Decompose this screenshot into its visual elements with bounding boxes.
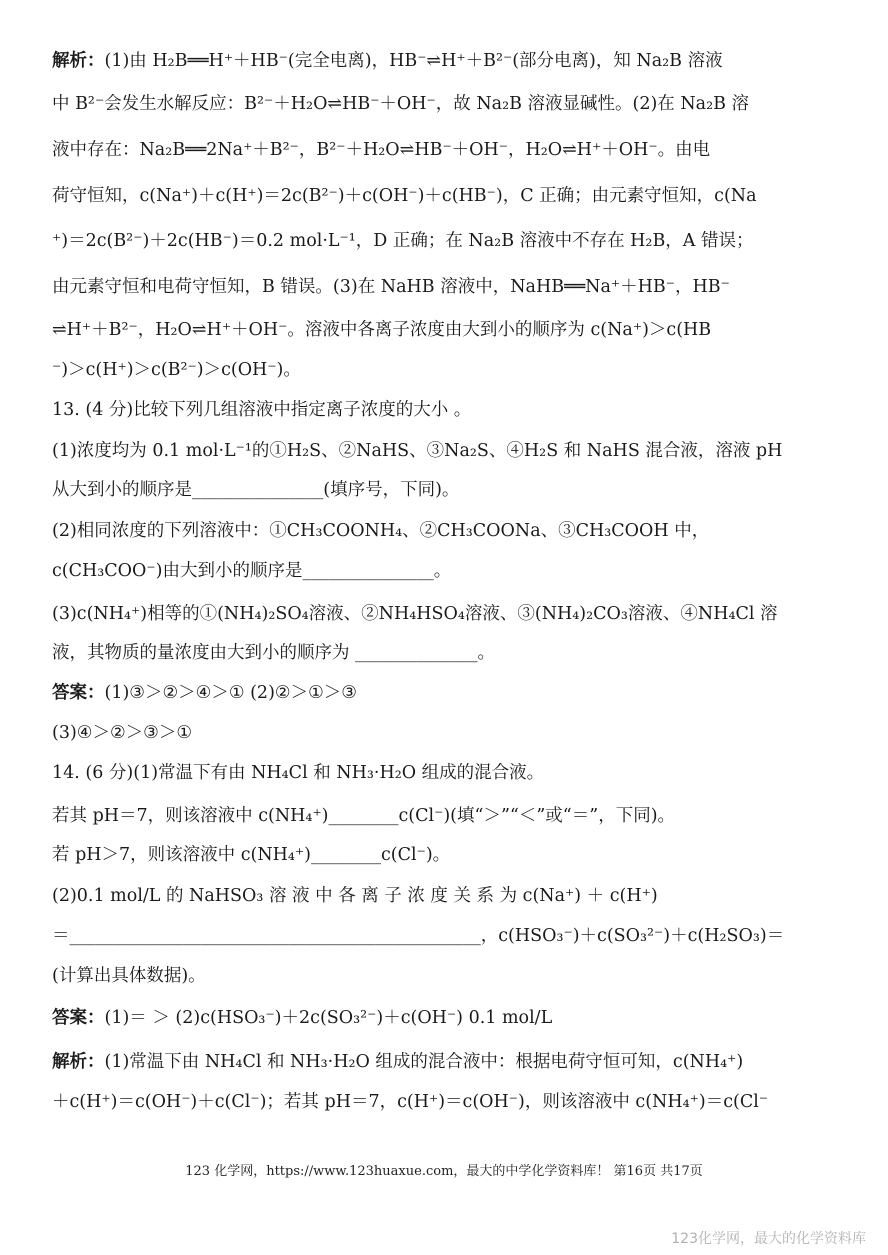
text-line: 若 pH＞7，则该溶液中 c(NH₄⁺)________c(Cl⁻)。 bbox=[52, 845, 451, 865]
text-line: ⁺)＝2c(B²⁻)＋2c(HB⁻)＝0.2 mol·L⁻¹，D 正确；在 Na₂B 溶液中不存在 H₂B，A 错误； bbox=[52, 231, 754, 251]
text-line: c(CH₃COO⁻)由大到小的顺序是_______________。 bbox=[52, 561, 452, 581]
text-line: 液，其物质的量浓度由大到小的顺序为 ______________。 bbox=[52, 643, 496, 663]
text-line: ＋c(H⁺)＝c(OH⁻)＋c(Cl⁻)；若其 pH＝7，c(H⁺)＝c(OH⁻)，则该溶液中 c(NH₄⁺)＝c(Cl⁻ bbox=[52, 1092, 769, 1112]
section-label: 答案： bbox=[52, 1008, 105, 1028]
watermark-text: 123化学网，最大的化学资料库 bbox=[671, 1231, 866, 1247]
text-line: ⁻)＞c(H⁺)＞c(B²⁻)＞c(OH⁻)。 bbox=[52, 360, 301, 380]
section-text: (1)常温下由 NH₄Cl 和 NH₃·H₂O 组成的混合液中：根据电荷守恒可知，c(NH₄⁺) bbox=[104, 1052, 744, 1072]
text-line: 从大到小的顺序是_______________(填序号，下同)。 bbox=[52, 480, 460, 500]
text-line: (3)④＞②＞③＞① bbox=[52, 723, 193, 743]
text-line: 中 B²⁻会发生水解反应：B²⁻＋H₂O⇌HB⁻＋OH⁻，故 Na₂B 溶液显碱性。(2)在 Na₂B 溶 bbox=[52, 94, 750, 114]
section-label: 解析： bbox=[52, 1052, 105, 1072]
text-line: (2)0.1 mol/L 的 NaHSO₃ 溶 液 中 各 离 子 浓 度 关 系 为 c(Na⁺) ＋ c(H⁺) bbox=[52, 886, 658, 906]
text-line bbox=[52, 1050, 838, 1074]
text-line: ＝_______________________________________________，c(HSO₃⁻)＋c(SO₃²⁻)＋c(H₂SO₃)＝ bbox=[52, 926, 785, 946]
text-line: (3)c(NH₄⁺)相等的①(NH₄)₂SO₄溶液、②NH₄HSO₄溶液、③(NH₄)₂CO₃溶液、④NH₄Cl 溶 bbox=[52, 604, 778, 624]
text-line: (2)相同浓度的下列溶液中：①CH₃COONH₄、②CH₃COONa、③CH₃COOH 中， bbox=[52, 521, 710, 541]
text-line: ⇌H⁺＋B²⁻，H₂O⇌H⁺＋OH⁻。溶液中各离子浓度由大到小的顺序为 c(Na⁺)＞c(HB bbox=[52, 320, 712, 340]
section-label: 答案： bbox=[52, 683, 105, 703]
section-label: 解析： bbox=[52, 51, 105, 71]
text-line bbox=[52, 49, 838, 73]
text-line: 液中存在：Na₂B══2Na⁺＋B²⁻，B²⁻＋H₂O⇌HB⁻＋OH⁻，H₂O⇌H⁺＋OH⁻。由电 bbox=[52, 140, 711, 160]
text-line: 若其 pH＝7，则该溶液中 c(NH₄⁺)________c(Cl⁻)(填“＞”“＜”或“＝”，下同)。 bbox=[52, 806, 676, 826]
text-line bbox=[52, 1006, 838, 1030]
text-line bbox=[52, 681, 838, 705]
section-text: (1)＝ ＞ (2)c(HSO₃⁻)＋2c(SO₃²⁻)＋c(OH⁻) 0.1 mol/L bbox=[104, 1008, 553, 1028]
text-line: 14. (6 分)(1)常温下有由 NH₄Cl 和 NH₃·H₂O 组成的混合液。 bbox=[52, 763, 545, 783]
section-text: (1)③＞②＞④＞① (2)②＞①＞③ bbox=[104, 683, 357, 703]
text-line: 由元素守恒和电荷守恒知，B 错误。(3)在 NaHB 溶液中，NaHB══Na⁺＋HB⁻，HB⁻ bbox=[52, 277, 730, 297]
section-text: (1)由 H₂B══H⁺＋HB⁻(完全电离)，HB⁻⇌H⁺＋B²⁻(部分电离)，知 Na₂B 溶液 bbox=[104, 51, 723, 71]
page-footer: 123 化学网，https://www.123huaxue.com，最大的中学化学资料库！ 第16页 共17页 bbox=[185, 1164, 703, 1179]
text-line: 荷守恒知，c(Na⁺)＋c(H⁺)＝2c(B²⁻)＋c(OH⁻)＋c(HB⁻)，C 正确；由元素守恒知，c(Na bbox=[52, 186, 757, 206]
text-line: (1)浓度均为 0.1 mol·L⁻¹的①H₂S、②NaHS、③Na₂S、④H₂S 和 NaHS 混合液，溶液 pH bbox=[52, 441, 783, 461]
text-line: 13. (4 分)比较下列几组溶液中指定离子浓度的大小 。 bbox=[52, 400, 472, 420]
text-line: (计算出具体数据)。 bbox=[52, 966, 206, 986]
